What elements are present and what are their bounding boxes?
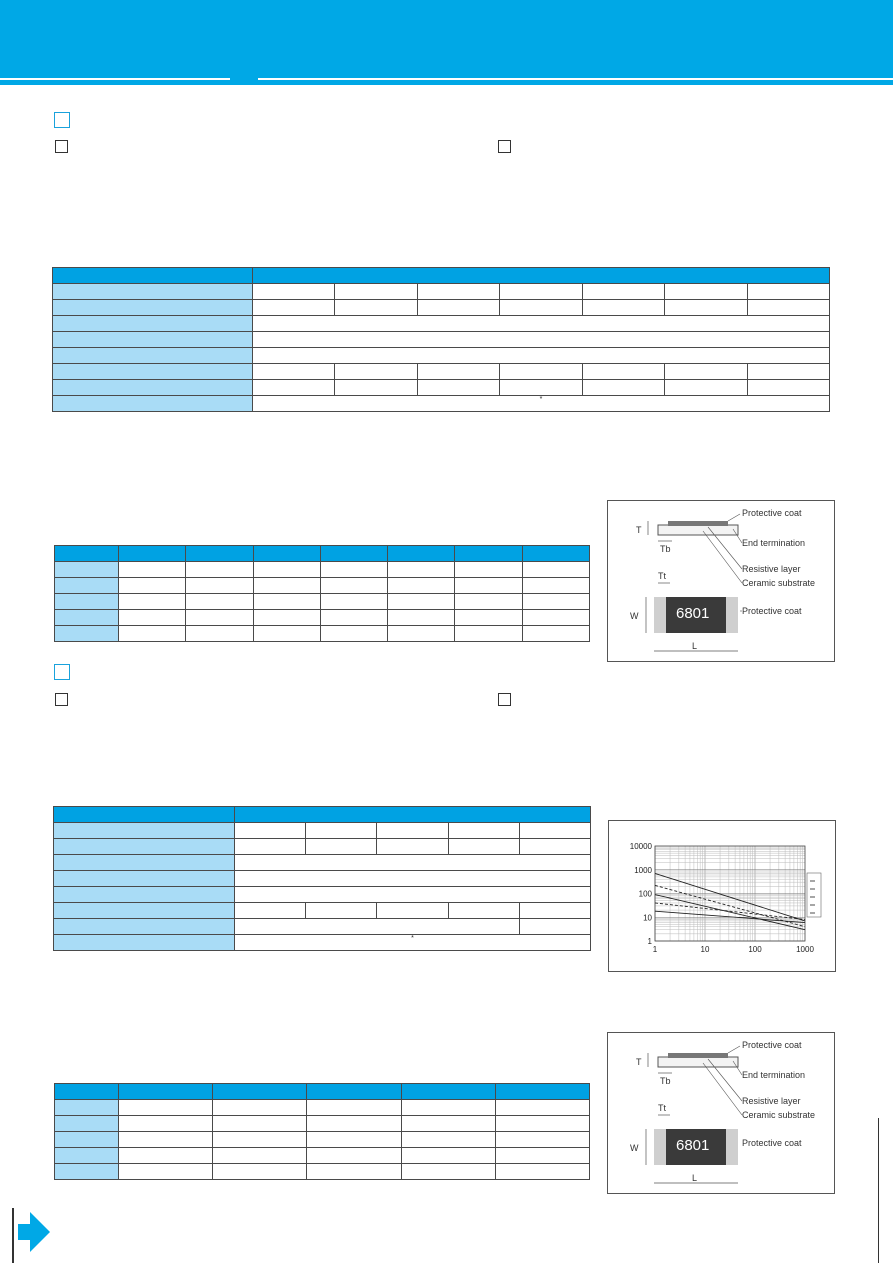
dimension-tb-label: Tb bbox=[660, 544, 671, 554]
chart-x-tick-label: 10 bbox=[700, 945, 710, 954]
spec-header-value-cell bbox=[253, 268, 830, 284]
label-protective-coat-bottom: Protective coat bbox=[742, 1138, 802, 1148]
page-arrow-icon bbox=[18, 1212, 50, 1252]
section1-feature-box-left bbox=[55, 140, 68, 153]
section2-derating-chart bbox=[608, 820, 836, 972]
chart-x-tick-label: 1000 bbox=[796, 945, 814, 954]
footer-rule bbox=[12, 1208, 14, 1263]
section1-resistor-diagram bbox=[607, 500, 835, 662]
spec-note-cell: * bbox=[235, 935, 591, 951]
section2-feature-box-left bbox=[55, 693, 68, 706]
label-protective-coat-bottom: Protective coat bbox=[742, 606, 802, 616]
label-ceramic-substrate: Ceramic substrate bbox=[742, 1110, 816, 1120]
spec-row-label bbox=[53, 300, 253, 316]
spec-header-label-cell bbox=[53, 268, 253, 284]
protective-coat-layer bbox=[668, 521, 728, 526]
chart-plot bbox=[609, 821, 835, 971]
section2-marker bbox=[54, 664, 70, 680]
label-end-termination: End termination bbox=[742, 538, 806, 548]
chart-y-tick-label: 1000 bbox=[634, 865, 652, 875]
header-rule bbox=[0, 80, 893, 85]
chart-y-tick-label: 100 bbox=[638, 889, 652, 899]
spec-row-label bbox=[53, 380, 253, 396]
dimension-tb-label: Tb bbox=[660, 1076, 671, 1086]
chart-y-tick-label: 10 bbox=[643, 913, 652, 923]
label-protective-coat-top: Protective coat bbox=[742, 1040, 802, 1050]
spec-row-label bbox=[53, 332, 253, 348]
dimension-w-label: W bbox=[630, 1143, 639, 1153]
spec-row-label bbox=[53, 284, 253, 300]
section2-spec-table bbox=[53, 806, 591, 951]
section2-feature-box-right bbox=[498, 693, 511, 706]
label-end-termination: End termination bbox=[742, 1070, 806, 1080]
section1-dimension-table bbox=[54, 545, 590, 642]
section2-resistor-diagram bbox=[607, 1032, 835, 1194]
chart-y-tick-label: 1 bbox=[647, 937, 652, 946]
dimension-l-label: L bbox=[692, 641, 698, 651]
page-edge-rule bbox=[878, 1118, 879, 1263]
dimension-l-label: L bbox=[692, 1173, 698, 1183]
resistor-marking: 6801 bbox=[676, 605, 710, 622]
spec-note-cell: * bbox=[253, 396, 830, 412]
section1-feature-box-right bbox=[498, 140, 511, 153]
spec-row-label bbox=[53, 396, 253, 412]
dimension-w-label: W bbox=[630, 611, 639, 621]
label-resistive-layer: Resistive layer bbox=[742, 564, 801, 574]
resistor-marking: 6801 bbox=[676, 1137, 710, 1154]
page-header-band bbox=[0, 0, 893, 78]
label-ceramic-substrate: Ceramic substrate bbox=[742, 578, 816, 588]
spec-row-label bbox=[53, 364, 253, 380]
chart-x-tick-label: 100 bbox=[748, 945, 762, 954]
section1-marker bbox=[54, 112, 70, 128]
section1-spec-table bbox=[52, 267, 830, 412]
spec-row-label bbox=[53, 348, 253, 364]
dimension-tt-label: Tt bbox=[658, 571, 666, 581]
label-protective-coat-top: Protective coat bbox=[742, 508, 802, 518]
section2-dimension-table bbox=[54, 1083, 590, 1180]
spec-row-label bbox=[53, 316, 253, 332]
dimension-t-label: T bbox=[636, 525, 642, 535]
dimension-tt-label: Tt bbox=[658, 1103, 666, 1113]
chart-y-tick-label: 10000 bbox=[629, 842, 652, 851]
chart-legend bbox=[807, 873, 821, 917]
side-view-body bbox=[658, 525, 738, 535]
chart-x-tick-label: 1 bbox=[652, 945, 658, 954]
dimension-t-label: T bbox=[636, 1057, 642, 1067]
label-resistive-layer: Resistive layer bbox=[742, 1096, 801, 1106]
